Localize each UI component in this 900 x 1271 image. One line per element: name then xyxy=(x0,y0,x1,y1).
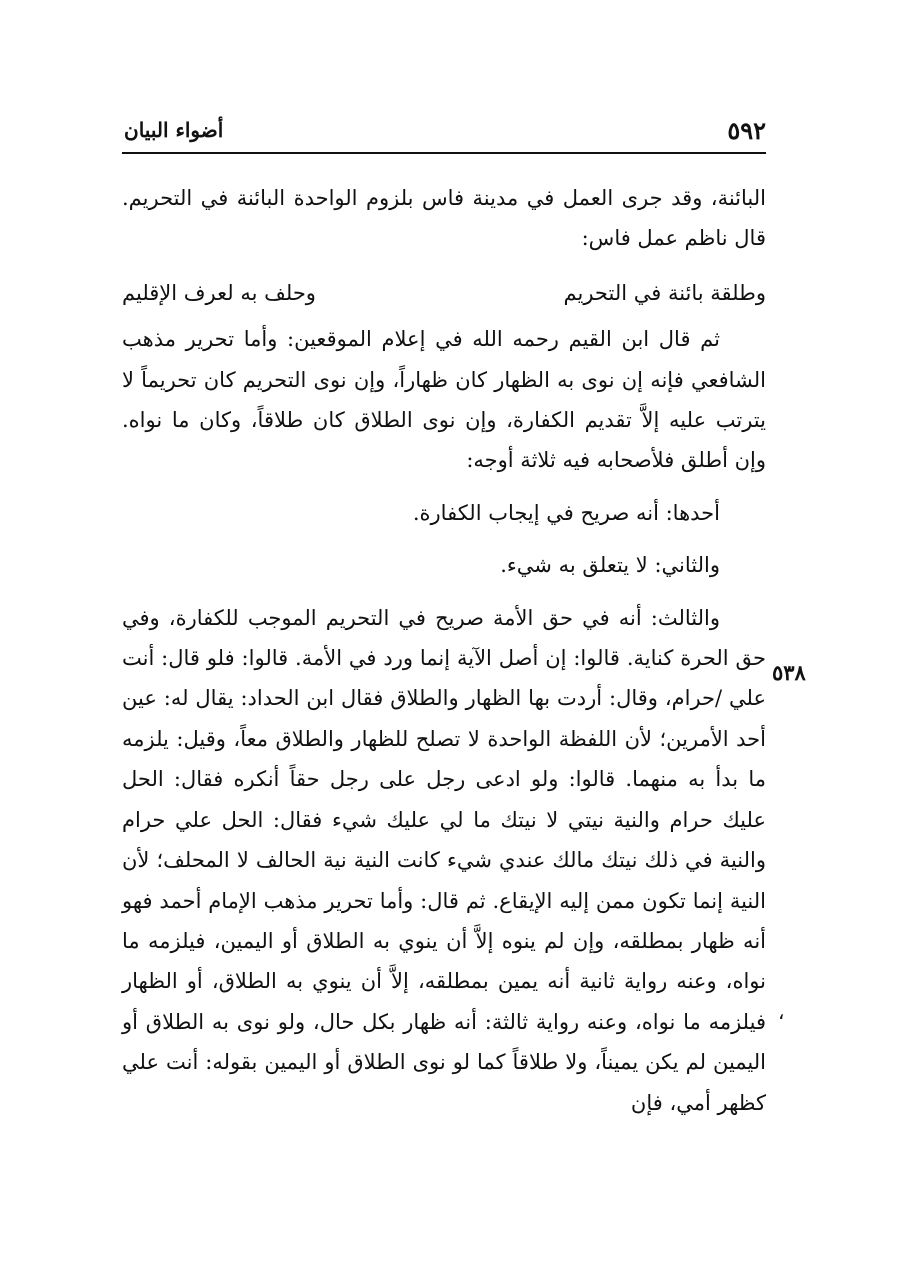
page-header xyxy=(122,110,766,154)
body-text xyxy=(122,178,766,1123)
verse-second-hemistich: وحلف به لعرف الإقليم xyxy=(122,280,316,305)
margin-verse-number: ٥٣٨ xyxy=(772,660,806,685)
paragraph-third-view: والثالث: أنه في حق الأمة صريح في التحريم الموجب للكفارة، وفي حق الحرة كناية. قالوا: إن أصل الآية إنما ورد في الأمة. قالوا: فلو قال: أنت علي /حرام، وقال: أردت بها الظهار والطلاق فقال ابن الحداد: يقال له: عين أحد الأمرين؛ لأن اللفظة الواحدة لا تصلح للظهار والطلاق معاً، وقيل: يلزمه ما بدأ به منهما. قالوا: ولو ادعى رجل على رجل حقاً أنكره فقال: الحل عليك حرام والنية نيتي لا نيتك ما لي عليك شيء فقال: الحل علي حرام والنية في ذلك نيتك مالك عندي شيء كانت النية نية الحالف لا المحلف؛ لأن النية إنما تكون ممن إليه الإيقاع. ثم قال: وأما تحرير مذهب الإمام أحمد فهو أنه ظهار بمطلقه، وإن لم ينوه إلاَّ أن ينوي به الطلاق أو اليمين، فيلزمه ما نواه، وعنه رواية ثانية أنه يمين بمطلقه، إلاَّ أن ينوي به الطلاق، أو الظهار فيلزمه ما نواه، وعنه رواية ثالثة: أنه ظهار بكل حال، ولو نوى به الطلاق أو اليمين لم يكن يميناً، ولا طلاقاً كما لو نوى الطلاق أو اليمين بقوله: أنت علي كظهر أمي، فإن xyxy=(122,605,766,1115)
paragraph-first-view: أحدها: أنه صريح في إيجاب الكفارة. xyxy=(412,500,720,525)
verse-first-hemistich: وطلقة بائنة في التحريم xyxy=(563,280,766,305)
poem-verse xyxy=(122,273,766,313)
paragraph-second-view: والثاني: لا يتعلق به شيء. xyxy=(500,553,720,578)
page-number: ٥٩٢ xyxy=(727,116,766,145)
book-title: أضواء البيان xyxy=(124,118,224,142)
margin-comma: ، xyxy=(778,1000,785,1024)
paragraph-intro: البائنة، وقد جرى العمل في مدينة فاس بلزوم الواحدة البائنة في التحريم. قال ناظم عمل فاس: xyxy=(122,186,766,251)
paragraph-ibn-qayyim: ثم قال ابن القيم رحمه الله في إعلام الموقعين: وأما تحرير مذهب الشافعي فإنه إن نوى به الظهار كان ظهاراً، وإن نوى التحريم كان تحريماً لا يترتب عليه إلاَّ تقديم الكفارة، وإن نوى الطلاق كان طلاقاً، وكان ما نواه. وإن أطلق فلأصحابه فيه ثلاثة أوجه: xyxy=(122,327,766,473)
